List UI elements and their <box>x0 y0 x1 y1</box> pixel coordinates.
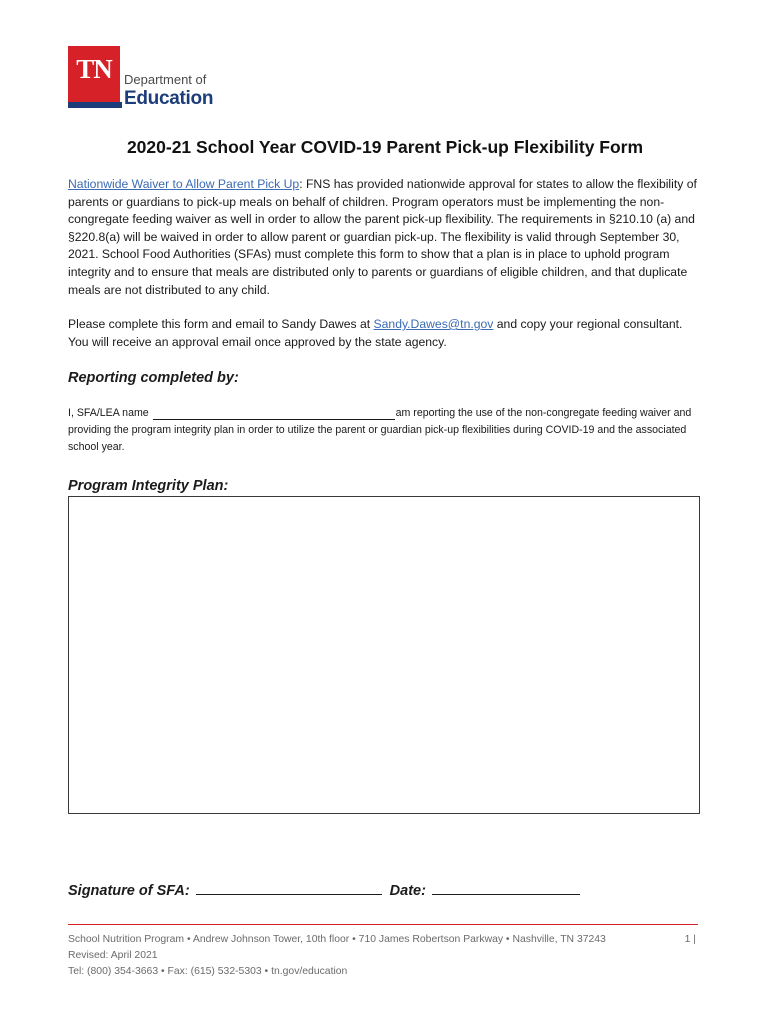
plan-heading: Program Integrity Plan: <box>68 478 229 494</box>
page-title: 2020-21 School Year COVID-19 Parent Pick-up Flexibility Form <box>126 137 644 157</box>
program-integrity-plan-box[interactable] <box>68 496 700 814</box>
reporting-statement <box>68 405 708 456</box>
tn-education-logo <box>68 46 228 110</box>
instructions-before-text: Please complete this form and email to Sandy Dawes at <box>68 317 374 331</box>
signature-date-label: Date: <box>389 883 426 899</box>
signature-date-field[interactable] <box>432 880 580 895</box>
footer-address-line <box>68 934 708 945</box>
waiver-link[interactable]: Nationwide Waiver to Allow Parent Pick Up <box>68 177 300 191</box>
signature-sfa-label: Signature of SFA: <box>68 883 190 899</box>
email-link[interactable]: Sandy.Dawes@tn.gov <box>373 317 494 331</box>
logo-mark-text: TN <box>76 54 112 84</box>
intro-body-text: : FNS has provided nationwide approval for states to allow the flexibility of parents or guardians to pick-up meals on behalf of children. Program operators must be implementing the non-congregate feeding waiver as well in order to allow the parent pick-up flexibility. The requirements in §210.10 (a) and §220.8(a) will be waived in order to allow parent or guardian pick-up. The flexibility is valid through September 30, 2021. School Food Authorities (SFAs) must complete this form to show that a plan is in place to uphold program integrity and to ensure that meals are distributed only to parents or guardians of eligible children, and that duplicate meals are not distributed to any child. <box>68 177 697 297</box>
logo-underline-bar <box>68 102 122 108</box>
sfa-lea-name-field[interactable] <box>153 408 395 420</box>
page-number: 1 | <box>684 934 696 945</box>
intro-paragraph <box>68 176 702 299</box>
instructions-after-text: and copy your regional consultant. You will receive an approval email once approved by the state agency. <box>68 317 683 349</box>
footer-contact: Tel: (800) 354-3663 • Fax: (615) 532-5303 • tn.gov/education <box>68 966 348 977</box>
footer-divider <box>68 924 698 925</box>
footer-revised: Revised: April 2021 <box>68 950 158 961</box>
signature-row <box>68 880 580 899</box>
reporting-suffix: am reporting the use of the non-congregate feeding waiver and providing the program integrity plan in order to utilize the parent or guardian pick-up flexibilities during COVID-19 and the associated school year. <box>68 407 692 453</box>
reporting-heading: Reporting completed by: <box>68 370 239 386</box>
tn-logo-mark <box>68 46 120 102</box>
footer-address: School Nutrition Program • Andrew Johnson Tower, 10th floor • 710 James Robertson Parkway • Nashville, TN 37243 <box>68 934 606 945</box>
logo-education-text: Education <box>124 88 214 109</box>
instructions-paragraph <box>68 316 702 351</box>
reporting-prefix: I, SFA/LEA name <box>68 407 149 419</box>
signature-sfa-field[interactable] <box>196 880 382 895</box>
logo-department-text: Department of <box>124 72 207 87</box>
